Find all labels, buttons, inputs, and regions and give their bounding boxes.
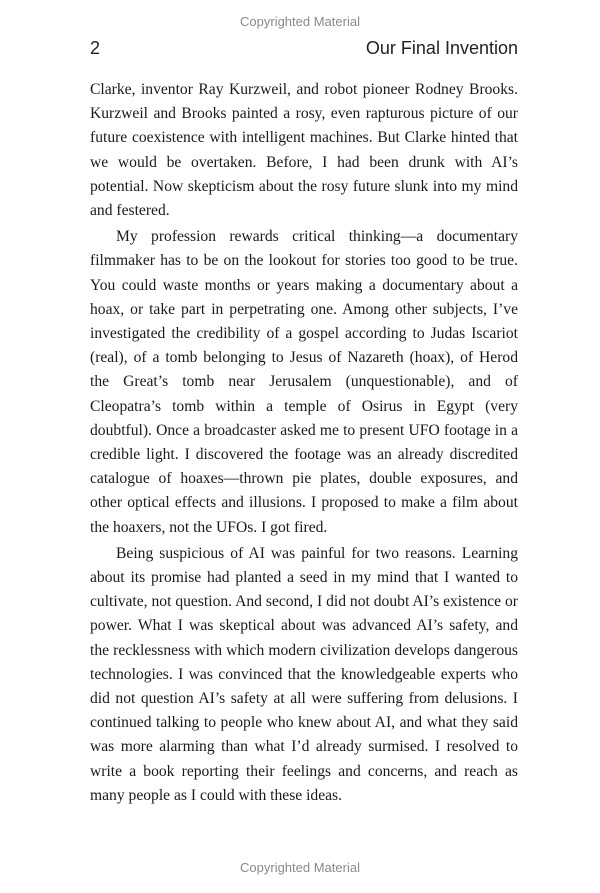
paragraph-profession: My profession rewards critical thinking—a documentary filmmaker has to be on the lookout for stories too good to be true. You could waste months or years making a documentary about a hoax, or take part in perpetrating one. Among other subjects, I’ve investigated the credibility of a gospel according to Judas Iscariot (real), of a tomb belonging to Jesus of Nazareth (hoax), of Herod the Great’s tomb near Jerusalem (unquestionable), and of Cleopatra’s tomb within a temple of Osirus in Egypt (very doubtful). Once a broadcaster asked me to present UFO footage in a credible light. I discovered the footage was an already discredited catalogue of hoaxes—thrown pie plates, double exposures, and other optical effects and illusions. I proposed to make a film about the hoaxers, not the UFOs. I got fired. bbox=[90, 228, 518, 536]
paragraph-suspicion: Being suspicious of AI was painful for two reasons. Learning about its promise had planted a seed in my mind that I wanted to cultivate, not question. And second, I did not doubt AI’s existence or power. What I was skeptical about was advanced AI’s safety, and the recklessness with which modern civilization develops dangerous technologies. I was convinced that the knowledgeable experts who did not question AI’s safety at all were suffering from delusions. I continued talking to people who knew about AI, and what they said was more alarming than what I’d already surmised. I resolved to write a book reporting their feelings and concerns, and reach as many people as I could with these ideas. bbox=[90, 544, 518, 804]
page-body bbox=[90, 78, 518, 808]
paragraph-continuation: Clarke, inventor Ray Kurzweil, and robot pioneer Rodney Brooks. Kurzweil and Brooks painted a rosy, even rapturous picture of our future coexistence with intelligent machines. But Clarke hinted that we would be overtaken. Before, I had been drunk with AI’s potential. Now skepticism about the rosy future slunk into my mind and festered. bbox=[90, 81, 518, 220]
page-number: 2 bbox=[90, 38, 101, 58]
running-header bbox=[90, 38, 518, 62]
copyright-watermark-top: Copyrighted Material bbox=[240, 14, 360, 29]
book-title: Our Final Invention bbox=[365, 38, 518, 58]
copyright-watermark-bottom: Copyrighted Material bbox=[240, 860, 360, 875]
